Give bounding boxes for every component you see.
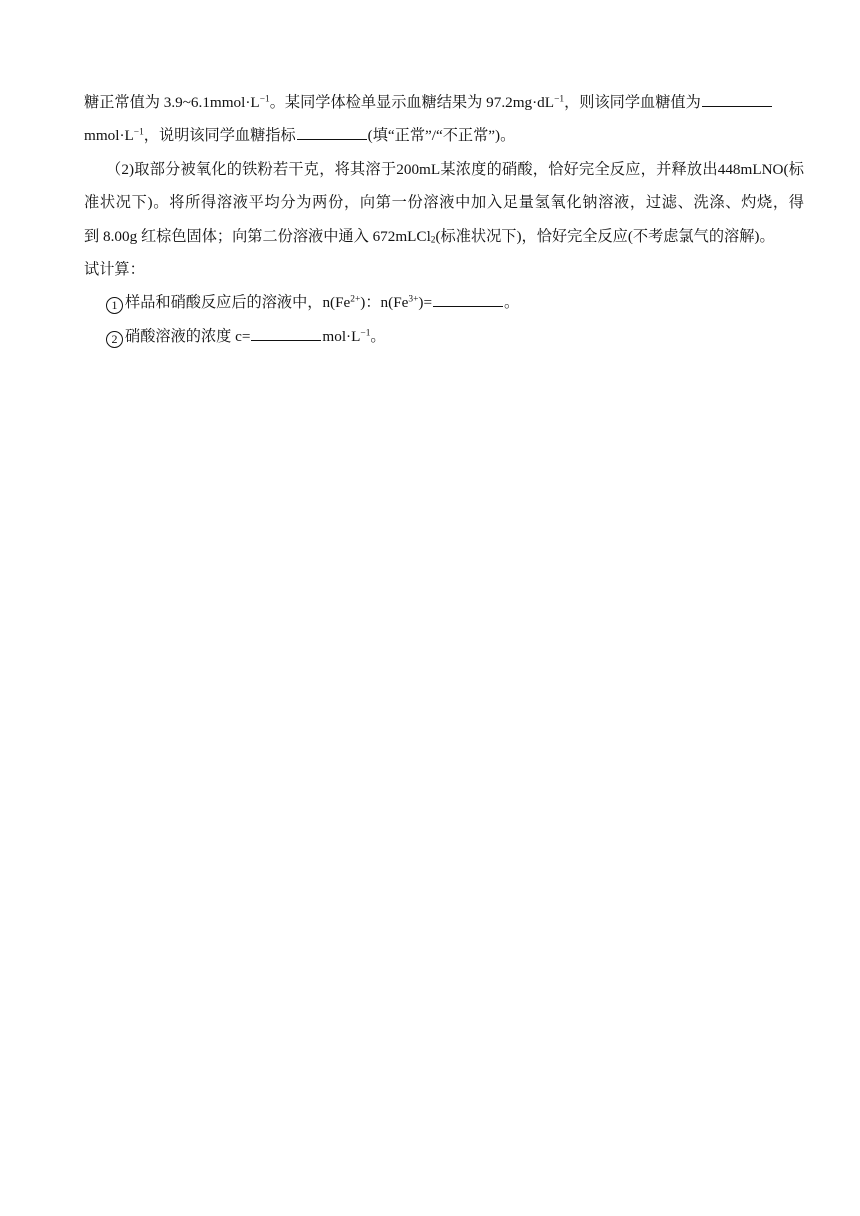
text-segment: )：n(Fe [360,294,409,312]
paragraph1-line1 [84,86,804,119]
answer-blank[interactable] [297,122,367,140]
superscript: 2+ [350,294,361,305]
text-segment: mmol·L [84,127,134,145]
text-segment: ，则该同学血糖值为 [564,94,701,111]
paragraph2-line2: 准状况下)。将所得溶液平均分为两份，向第一份溶液中加入足量氢氧化钠溶液，过滤、洗涤、灼烧，得 [84,194,804,212]
superscript: −1 [133,127,144,138]
text-segment: ，说明该同学血糖指标 [143,127,296,145]
question-2 [84,320,804,353]
paragraph1-line2 [84,119,804,152]
superscript: −1 [360,328,371,339]
superscript: −1 [554,94,565,105]
question-1 [84,286,804,319]
text-segment: 。 [504,294,520,312]
text-segment: 硝酸溶液的浓度 c= [125,327,251,345]
answer-blank[interactable] [702,89,772,107]
text-segment: 到 8.00g 红棕色固体；向第二份溶液中通入 672mLCl [84,227,431,245]
text-segment: 。某同学体检单显示血糖结果为 97.2mg·dL [269,94,555,111]
text-segment: 。 [370,327,386,345]
circled-number-marker: 1 [106,297,123,314]
answer-blank[interactable] [251,323,321,341]
text-segment: 糖正常值为 3.9~6.1mmol·L [84,94,260,111]
text-segment: )= [418,294,433,312]
superscript: −1 [259,94,270,105]
text-segment: (填“正常”/“不正常”)。 [367,127,516,145]
circled-number-marker: 2 [106,331,123,348]
answer-blank[interactable] [433,289,503,307]
text-segment: mol·L [322,327,361,345]
text-segment: 样品和硝酸反应后的溶液中，n(Fe [125,294,351,312]
paragraph2-line4: 试计算： [84,260,145,278]
text-segment: (标准状况下)，恰好完全反应(不考虑氯气的溶解)。 [435,227,775,245]
paragraph2-line3 [84,220,804,253]
document-page [84,86,804,353]
superscript: 3+ [408,294,419,305]
paragraph2-line1: （2)取部分被氧化的铁粉若干克，将其溶于200mL某浓度的硝酸，恰好完全反应，并释放出448mLNO(标 [106,160,804,178]
subscript: 2 [430,234,436,245]
